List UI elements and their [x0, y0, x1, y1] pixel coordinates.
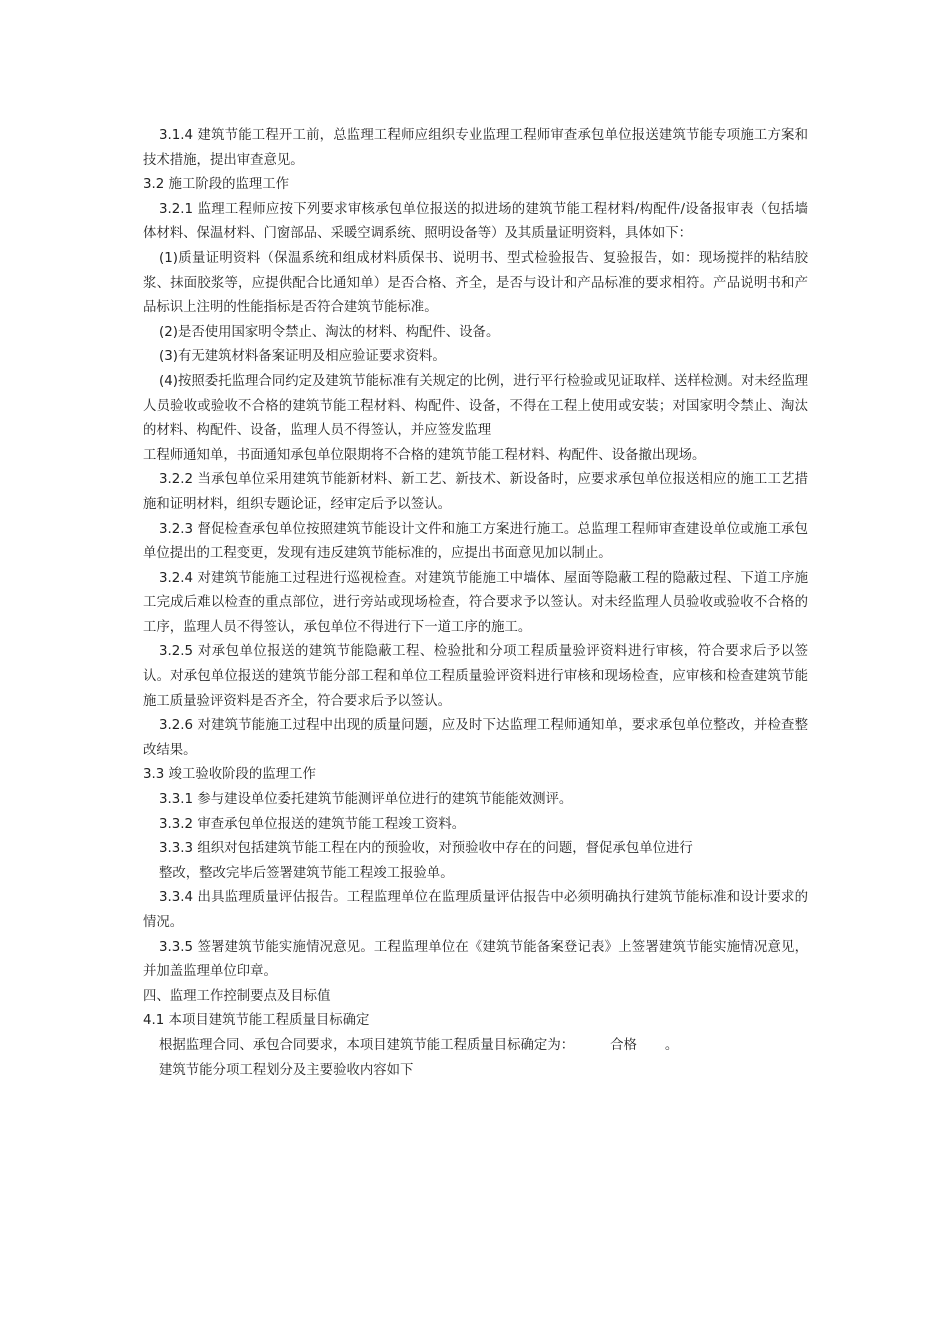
paragraph-division-intro: 建筑节能分项工程划分及主要验收内容如下	[159, 1062, 414, 1078]
paragraph-3-3-2: 3.3.2 审查承包单位报送的建筑节能工程竣工资料。	[159, 816, 466, 832]
heading-3-2: 3.2 施工阶段的监理工作	[143, 177, 290, 193]
paragraph-3-3-3: 3.3.3 组织对包括建筑节能工程在内的预验收，对预验收中存在的问题，督促承包单位进行	[159, 841, 693, 857]
paragraph-3-2-1: 3.2.1 监理工程师应按下列要求审核承包单位报送的拟进场的建筑节能工程材料/构配件/设备报审表（包括墙体材料、保温材料、门窗部品、采暖空调系统、照明设备等）及其质量证明资料，具体如下：	[143, 201, 808, 242]
list-item-4: (4)按照委托监理合同约定及建筑节能标准有关规定的比例，进行平行检验或见证取样、送样检测。对未经监理人员验收或验收不合格的建筑节能工程材料、构配件、设备，不得在工程上使用或安装；对国家明令禁止、淘汰的材料、构配件、设备，监理人员不得签认，并应签发监理	[143, 373, 808, 439]
paragraph-3-3-5: 3.3.5 签署建筑节能实施情况意见。工程监理单位在《建筑节能备案登记表》上签署建筑节能实施情况意见，并加盖监理单位印章。	[143, 939, 808, 980]
paragraph-3-2-6: 3.2.6 对建筑节能施工过程中出现的质量问题，应及时下达监理工程师通知单，要求承包单位整改，并检查整改结果。	[143, 718, 808, 758]
list-item-4-continuation: 工程师通知单，书面通知承包单位限期将不合格的建筑节能工程材料、构配件、设备撤出现场。	[143, 447, 706, 463]
paragraph-3-3-3-continuation: 整改，整改完毕后签署建筑节能工程竣工报验单。	[159, 865, 454, 881]
heading-4-1: 4.1 本项目建筑节能工程质量目标确定	[143, 1013, 370, 1029]
paragraph-3-2-5: 3.2.5 对承包单位报送的建筑节能隐蔽工程、检验批和分项工程质量验评资料进行审核，符合要求后予以签认。对承包单位报送的建筑节能分部工程和单位工程质量验评资料进行审核和现场检查，应审核和检查建筑节能施工质量验评资料是否齐全，符合要求后予以签认。	[143, 644, 808, 709]
paragraph-3-3-1: 3.3.1 参与建设单位委托建筑节能测评单位进行的建筑节能能效测评。	[159, 792, 573, 808]
paragraph-3-3-4: 3.3.4 出具监理质量评估报告。工程监理单位在监理质量评估报告中必须明确执行建筑节能标准和设计要求的情况。	[143, 890, 808, 930]
heading-section-4: 四、监理工作控制要点及目标值	[143, 988, 331, 1004]
list-item-1: (1)质量证明资料（保温系统和组成材料质保书、说明书、型式检验报告、复验报告，如：现场搅拌的粘结胶浆、抹面胶浆等，应提供配合比通知单）是否合格、齐全，是否与设计和产品标准的要求相符。产品说明书和产品标识上注明的性能指标是否符合建筑节能标准。	[143, 250, 808, 316]
quality-target-suffix: 。	[664, 1037, 679, 1053]
paragraph-3-2-2: 3.2.2 当承包单位采用建筑节能新材料、新工艺、新技术、新设备时，应要求承包单位报送相应的施工工艺措施和证明材料，组织专题论证，经审定后予以签认。	[143, 472, 808, 512]
list-item-2: (2)是否使用国家明令禁止、淘汰的材料、构配件、设备。	[159, 324, 500, 340]
paragraph-3-1-4: 3.1.4 建筑节能工程开工前，总监理工程师应组织专业监理工程师审查承包单位报送建筑节能专项施工方案和技术措施，提出审查意见。	[143, 128, 808, 168]
quality-target-line	[143, 1034, 808, 1059]
heading-3-3: 3.3 竣工验收阶段的监理工作	[143, 767, 316, 783]
paragraph-3-2-4: 3.2.4 对建筑节能施工过程进行巡视检查。对建筑节能施工中墙体、屋面等隐蔽工程的隐蔽过程、下道工序施工完成后难以检查的重点部位，进行旁站或现场检查，符合要求予以签认。对未经监理人员验收或验收不合格的工序，监理人员不得签认，承包单位不得进行下一道工序的施工。	[143, 570, 808, 635]
document-body	[143, 124, 808, 1083]
quality-target-value: 合格	[610, 1037, 637, 1053]
list-item-3: (3)有无建筑材料备案证明及相应验证要求资料。	[159, 349, 446, 365]
paragraph-3-2-3: 3.2.3 督促检查承包单位按照建筑节能设计文件和施工方案进行施工。总监理工程师审查建设单位或施工承包单位提出的工程变更，发现有违反建筑节能标准的，应提出书面意见加以制止。	[143, 521, 808, 562]
quality-target-prefix: 根据监理合同、承包合同要求，本项目建筑节能工程质量目标确定为：	[159, 1037, 575, 1053]
